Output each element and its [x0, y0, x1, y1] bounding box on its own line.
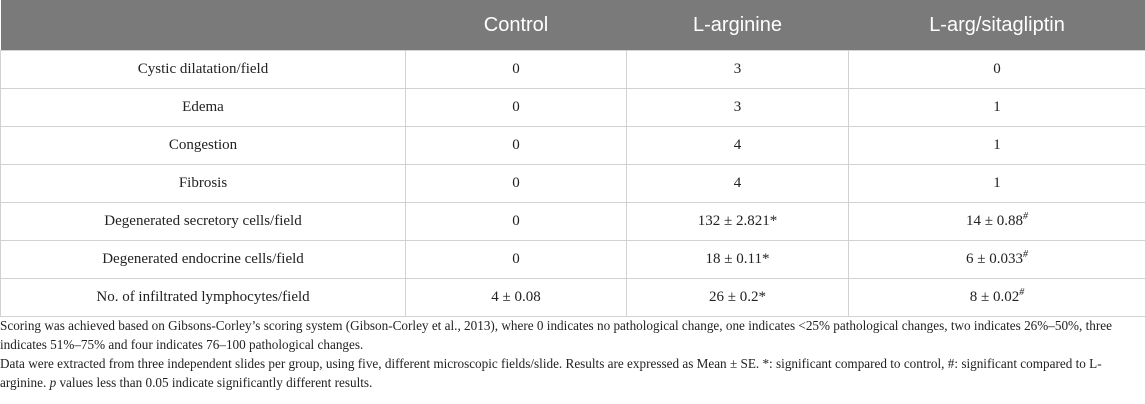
scoring-note: Scoring was achieved based on Gibsons-Corley’s scoring system (Gibson-Corley et al., 2013), where 0 indicates no pathological change, one indicates <25% pathological changes, two indicates 26%–50%, three indicates 51%–75% and four indicates 76–100 pathological changes. [0, 318, 1112, 352]
p-symbol: p [49, 375, 57, 390]
combo-cell [849, 127, 1145, 165]
combo-value: 14 ± 0.88 [966, 213, 1023, 229]
combo-cell [849, 203, 1145, 241]
combo-value: 6 ± 0.033 [966, 251, 1023, 267]
control-cell: 0 [406, 203, 627, 241]
table-row [1, 203, 1145, 241]
combo-cell [849, 165, 1145, 203]
control-cell: 0 [406, 51, 627, 89]
control-cell: 0 [406, 165, 627, 203]
l-arginine-cell: 132 ± 2.821* [627, 203, 849, 241]
row-label: Degenerated secretory cells/field [1, 203, 406, 241]
row-label: Edema [1, 89, 406, 127]
combo-value: 8 ± 0.02 [969, 289, 1020, 305]
combo-value: 1 [993, 137, 1001, 153]
header-l-arginine: L-arginine [627, 0, 849, 51]
control-cell: 0 [406, 127, 627, 165]
l-arginine-cell: 3 [627, 89, 849, 127]
table-row [1, 241, 1145, 279]
row-label: Degenerated endocrine cells/field [1, 241, 406, 279]
combo-cell [849, 241, 1145, 279]
l-arginine-cell: 4 [627, 165, 849, 203]
table-row [1, 279, 1145, 317]
significance-mark: # [1022, 211, 1028, 222]
control-cell: 0 [406, 241, 627, 279]
header-blank [1, 0, 406, 51]
header-control: Control [406, 0, 627, 51]
combo-value: 1 [993, 99, 1001, 115]
combo-cell [849, 279, 1145, 317]
combo-cell [849, 89, 1145, 127]
table-header-row [1, 0, 1145, 51]
l-arginine-cell: 3 [627, 51, 849, 89]
combo-value: 1 [993, 175, 1001, 191]
data-note-main: Data were extracted from three independent slides per group, using five, different microscopic fields/slide. Results are expressed as Mean ± SE. *: significant compared to control, #: significant compared to L-arginine. [0, 356, 1102, 390]
control-cell: 4 ± 0.08 [406, 279, 627, 317]
table-footnotes [0, 316, 1145, 392]
combo-cell [849, 51, 1145, 89]
row-label: Congestion [1, 127, 406, 165]
combo-value: 0 [993, 61, 1001, 77]
header-l-arg-sitagliptin: L-arg/sitagliptin [849, 0, 1145, 51]
table-row [1, 165, 1145, 203]
table-row [1, 127, 1145, 165]
l-arginine-cell: 18 ± 0.11* [627, 241, 849, 279]
data-note-tail: values less than 0.05 indicate significantly different results. [56, 375, 373, 390]
row-label: Fibrosis [1, 165, 406, 203]
row-label: Cystic dilatation/field [1, 51, 406, 89]
control-cell: 0 [406, 89, 627, 127]
l-arginine-cell: 26 ± 0.2* [627, 279, 849, 317]
table-row [1, 89, 1145, 127]
data-note [0, 354, 1145, 392]
significance-mark: # [1022, 249, 1028, 260]
significance-mark: # [1019, 287, 1025, 298]
row-label: No. of infiltrated lymphocytes/field [1, 279, 406, 317]
table-row [1, 51, 1145, 89]
l-arginine-cell: 4 [627, 127, 849, 165]
